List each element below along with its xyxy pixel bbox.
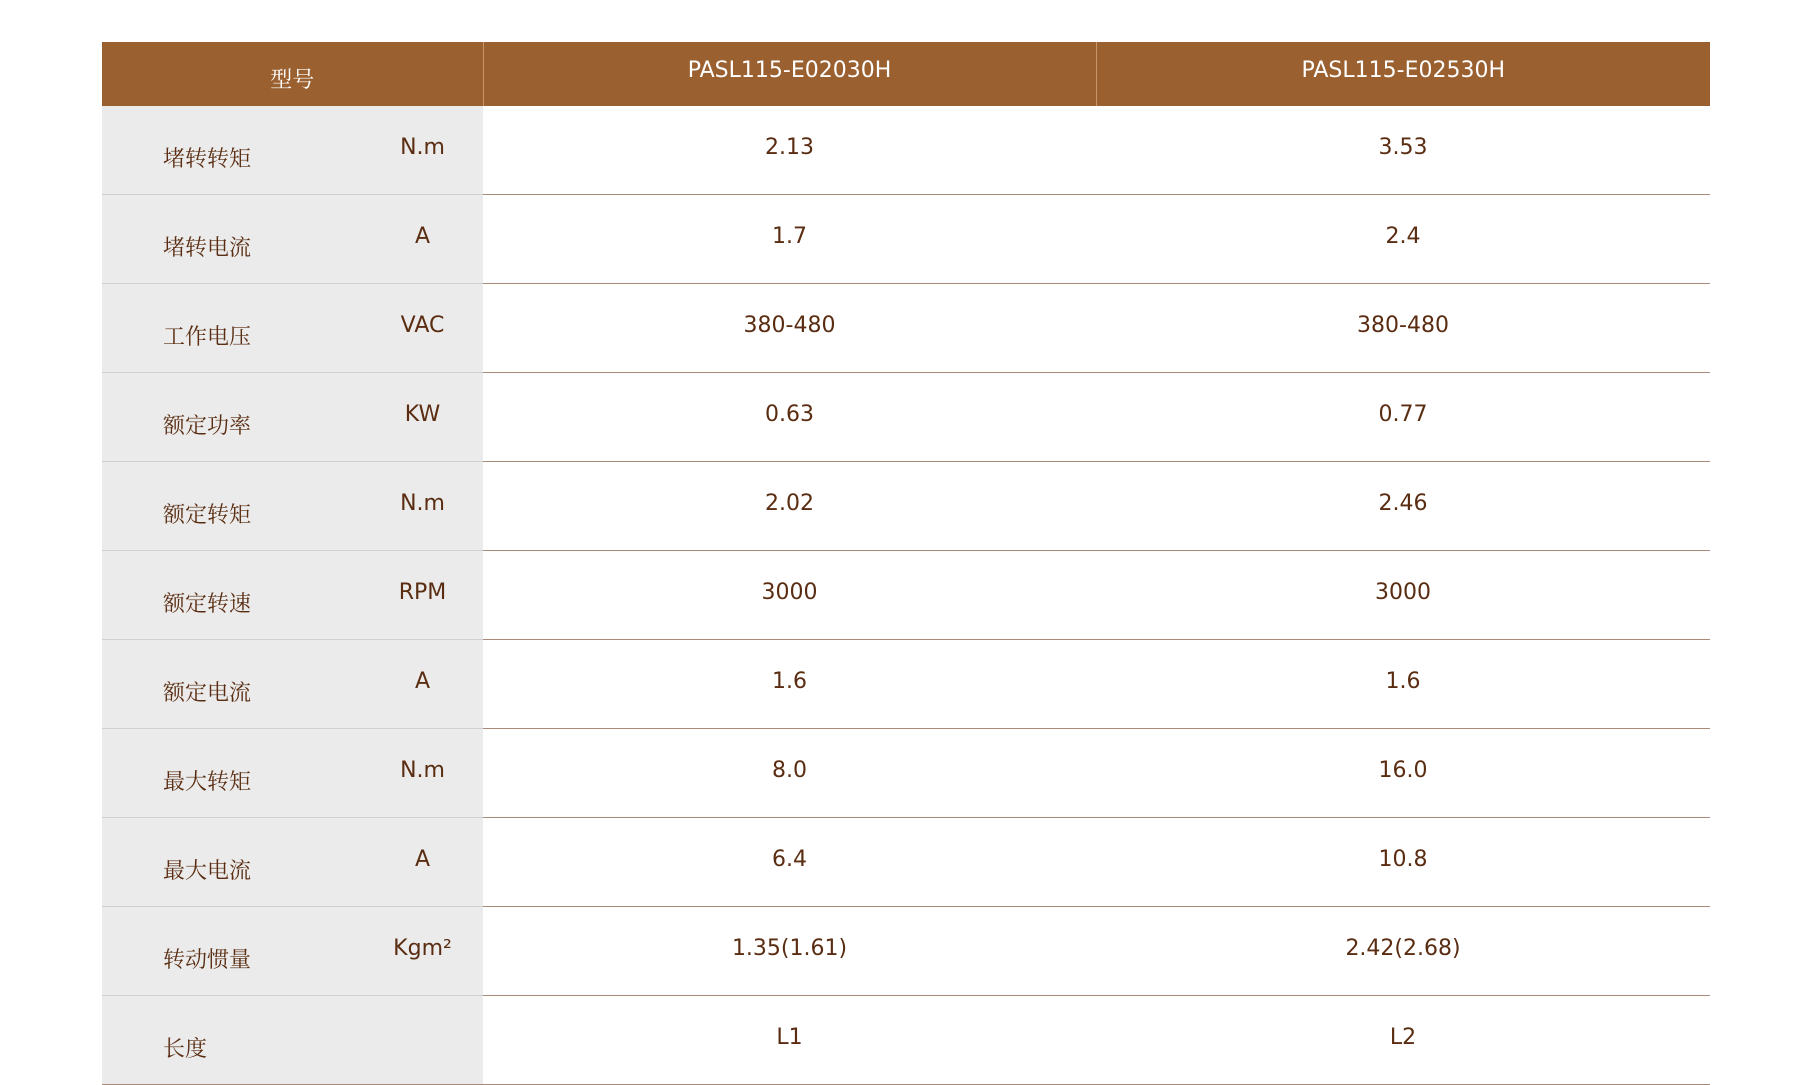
value-model-2: 3000: [1096, 551, 1710, 640]
param-name: 工作电压: [102, 284, 362, 373]
header-model-label: 型号: [102, 42, 483, 106]
table-row: [102, 640, 1710, 729]
value-model-1: 380-480: [483, 284, 1096, 373]
value-model-1: 2.02: [483, 462, 1096, 551]
param-name: 最大转矩: [102, 729, 362, 818]
table-row: [102, 462, 1710, 551]
value-model-1: 0.63: [483, 373, 1096, 462]
value-model-2: L2: [1096, 996, 1710, 1085]
param-unit: A: [362, 818, 483, 907]
value-model-1: 2.13: [483, 106, 1096, 195]
table-row: [102, 907, 1710, 996]
param-unit: N.m: [362, 729, 483, 818]
value-model-2: 0.77: [1096, 373, 1710, 462]
param-unit: N.m: [362, 106, 483, 195]
header-model-1: PASL115-E02030H: [483, 42, 1096, 106]
value-model-1: 8.0: [483, 729, 1096, 818]
header-model-2: PASL115-E02530H: [1096, 42, 1710, 106]
param-name: 转动惯量: [102, 907, 362, 996]
value-model-2: 2.42(2.68): [1096, 907, 1710, 996]
table-row: [102, 106, 1710, 195]
param-name: 长度: [102, 996, 362, 1085]
param-unit: A: [362, 195, 483, 284]
table-row: [102, 373, 1710, 462]
table-row: [102, 818, 1710, 907]
value-model-2: 10.8: [1096, 818, 1710, 907]
table-row: [102, 195, 1710, 284]
value-model-2: 3.53: [1096, 106, 1710, 195]
table-row: [102, 551, 1710, 640]
param-name: 额定转矩: [102, 462, 362, 551]
param-unit: N.m: [362, 462, 483, 551]
value-model-1: 1.35(1.61): [483, 907, 1096, 996]
spec-table: [102, 42, 1710, 1085]
value-model-1: 1.7: [483, 195, 1096, 284]
param-unit: Kgm²: [362, 907, 483, 996]
table-row: [102, 729, 1710, 818]
param-name: 最大电流: [102, 818, 362, 907]
param-name: 额定功率: [102, 373, 362, 462]
param-unit: VAC: [362, 284, 483, 373]
param-name: 堵转转矩: [102, 106, 362, 195]
header-row: [102, 42, 1710, 106]
param-name: 堵转电流: [102, 195, 362, 284]
value-model-1: 3000: [483, 551, 1096, 640]
value-model-2: 380-480: [1096, 284, 1710, 373]
param-name: 额定电流: [102, 640, 362, 729]
value-model-1: 6.4: [483, 818, 1096, 907]
value-model-1: 1.6: [483, 640, 1096, 729]
table-header: [102, 42, 1710, 106]
table-row: [102, 284, 1710, 373]
value-model-1: L1: [483, 996, 1096, 1085]
value-model-2: 2.4: [1096, 195, 1710, 284]
table-row: [102, 996, 1710, 1085]
value-model-2: 16.0: [1096, 729, 1710, 818]
param-name: 额定转速: [102, 551, 362, 640]
param-unit: [362, 996, 483, 1085]
value-model-2: 2.46: [1096, 462, 1710, 551]
param-unit: KW: [362, 373, 483, 462]
value-model-2: 1.6: [1096, 640, 1710, 729]
table-body: [102, 106, 1710, 1085]
param-unit: RPM: [362, 551, 483, 640]
param-unit: A: [362, 640, 483, 729]
